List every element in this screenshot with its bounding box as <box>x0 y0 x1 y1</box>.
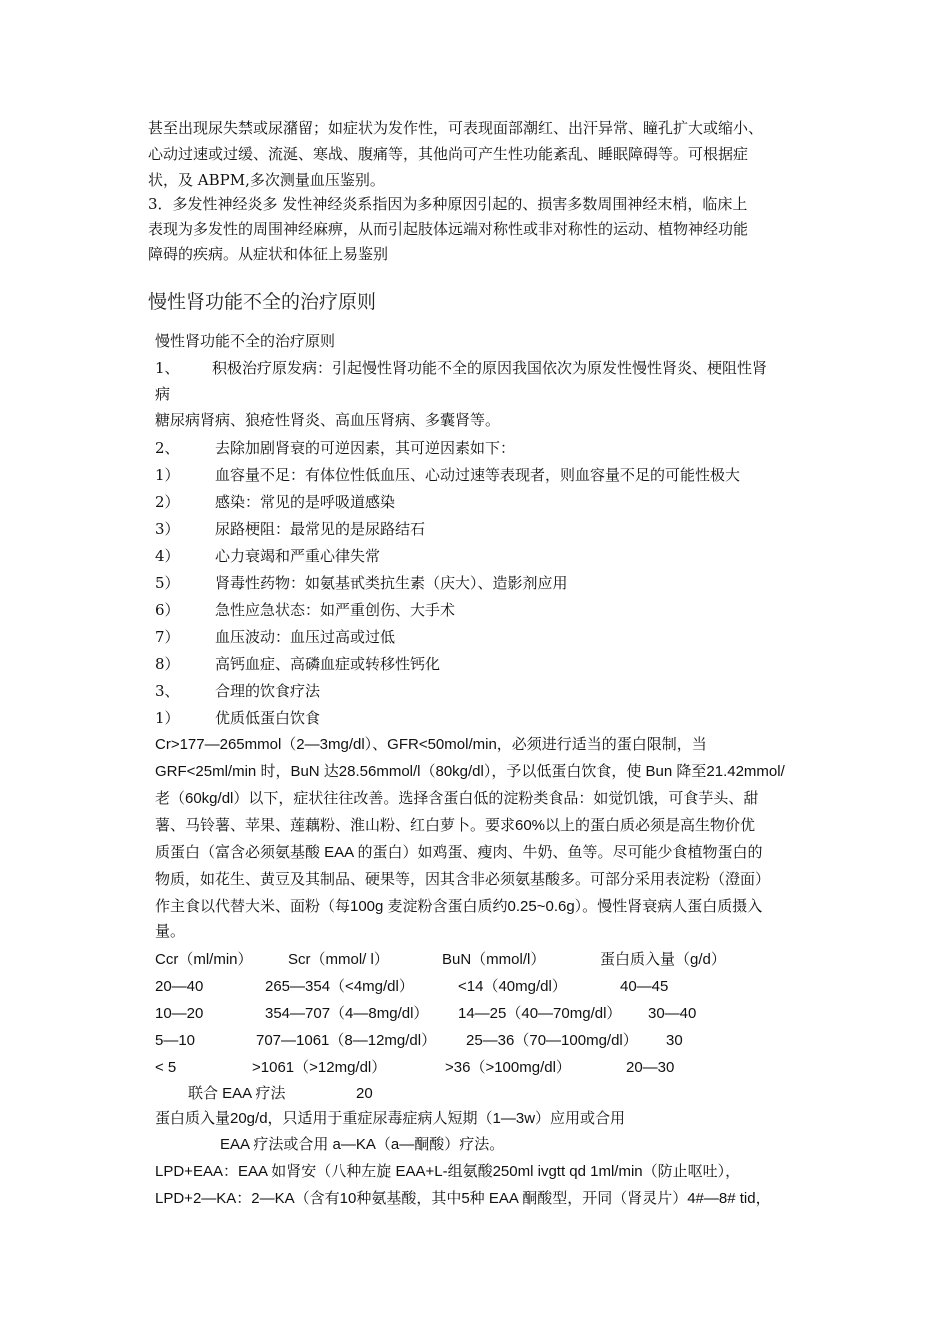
item-number: 2） <box>155 493 180 511</box>
body-line: 蛋白质入量20g/d，只适用于重症尿毒症病人短期（1—3w）应用或合用 <box>155 1110 626 1127</box>
body-line: LPD+EAA：EAA 如肾安（八种左旋 EAA+L-组氨酸250ml ivgtt qd 1ml/min（防止呕吐）， <box>155 1163 741 1180</box>
body-line: 质蛋白（富含必须氨基酸 EAA 的蛋白）如鸡蛋、瘦肉、牛奶、鱼等。尽可能少食植物蛋白的 <box>155 844 763 861</box>
table-cell: 5—10 <box>155 1032 196 1049</box>
table-cell: 30 <box>666 1032 683 1049</box>
table-header-cell: 蛋白质入量（g/d） <box>600 951 726 968</box>
item-number: 8） <box>155 655 180 673</box>
item-text: 血压波动：血压过高或过低 <box>215 628 396 646</box>
item-text: 尿路梗阻：最常见的是尿路结石 <box>215 520 426 538</box>
item-text: 感染：常见的是呼吸道感染 <box>215 493 396 511</box>
item-text: 心力衰竭和严重心律失常 <box>215 547 381 565</box>
table-extra-value: 20 <box>356 1085 373 1102</box>
table-cell: 20—30 <box>626 1059 675 1076</box>
table-extra-label: 联合 EAA 疗法 <box>188 1085 286 1102</box>
body-line: Cr>177—265mmol（2—3mg/dl）、GFR<50mol/min，必须进行适当的蛋白限制，当 <box>155 736 707 753</box>
body-line: LPD+2—KA：2—KA（含有10种氨基酸，其中5种 EAA 酮酸型，开同（肾灵片）4#—8# tid， <box>155 1190 771 1207</box>
section-heading: 慢性肾功能不全的治疗原则 <box>148 291 377 313</box>
table-header-cell: Ccr（ml/min） <box>155 951 253 968</box>
item-number: 3） <box>155 520 180 538</box>
item-text: 肾毒性药物：如氨基甙类抗生素（庆大）、造影剂应用 <box>215 574 568 592</box>
table-cell: >1061（>12mg/dl） <box>252 1059 387 1076</box>
item-text: 优质低蛋白饮食 <box>215 709 321 727</box>
table-cell: 30—40 <box>648 1005 697 1022</box>
table-cell: < 5 <box>155 1059 177 1076</box>
intro-line: 3．多发性神经炎多 发性神经炎系指因为多种原因引起的、损害多数周围神经末梢，临床上 <box>148 195 748 213</box>
table-cell: 265—354（<4mg/dl） <box>265 978 414 995</box>
item-number: 4） <box>155 547 180 565</box>
item-number: 7） <box>155 628 180 646</box>
item-text: 血容量不足：有体位性低血压、心动过速等表现者，则血容量不足的可能性极大 <box>215 466 741 484</box>
table-cell: 20—40 <box>155 978 204 995</box>
table-header-cell: BuN（mmol/l） <box>442 951 546 968</box>
item-number: 2、 <box>155 439 180 457</box>
intro-line: 心动过速或过缓、流涎、寒战、腹痛等，其他尚可产生性功能紊乱、睡眠障碍等。可根据症 <box>148 145 749 163</box>
table-cell: >36（>100mg/dl） <box>445 1059 571 1076</box>
table-cell: 40—45 <box>620 978 669 995</box>
intro-line: 甚至出现尿失禁或尿潴留；如症状为发作性，可表现面部潮红、出汗异常、瞳孔扩大或缩小、 <box>148 119 764 137</box>
item-text: 去除加剧肾衰的可逆因素，其可逆因素如下： <box>215 439 516 457</box>
item-number: 1、 <box>155 359 180 377</box>
body-line: 量。 <box>155 923 186 940</box>
item-number: 3、 <box>155 682 180 700</box>
table-cell: 14—25（40—70mg/dl） <box>458 1005 622 1022</box>
list-item: 糖尿病肾病、狼疮性肾炎、高血压肾病、多囊肾等。 <box>155 411 501 429</box>
table-cell: 354—707（4—8mg/dl） <box>265 1005 429 1022</box>
body-line: 薯、马铃薯、苹果、莲藕粉、淮山粉、红白萝卜。要求60%以上的蛋白质必须是高生物价优 <box>155 817 756 834</box>
table-cell: 707—1061（8—12mg/dl） <box>256 1032 437 1049</box>
table-header-cell: Scr（mmol/ l） <box>288 951 389 968</box>
intro-line: 障碍的疾病。从症状和体征上易鉴别 <box>148 245 389 263</box>
body-line: 物质，如花生、黄豆及其制品、硬果等，因其含非必须氨基酸多。可部分采用表淀粉（澄面） <box>155 871 771 888</box>
list-item: 病 <box>155 385 171 403</box>
table-cell: <14（40mg/dl） <box>458 978 567 995</box>
item-text: 急性应急状态：如严重创伤、大手术 <box>215 601 456 619</box>
item-number: 1） <box>155 709 180 727</box>
body-line: EAA 疗法或合用 a—KA（a—酮酸）疗法。 <box>220 1136 505 1153</box>
item-number: 6） <box>155 601 180 619</box>
item-text: 高钙血症、高磷血症或转移性钙化 <box>215 655 441 673</box>
table-cell: 25—36（70—100mg/dl） <box>466 1032 638 1049</box>
intro-line: 状，及 ABPM,多次测量血压鉴别。 <box>148 171 385 189</box>
item-text: 积极治疗原发病：引起慢性肾功能不全的原因我国依次为原发性慢性肾炎、梗阻性肾 <box>212 359 768 377</box>
item-text: 合理的饮食疗法 <box>215 682 321 700</box>
sub-heading: 慢性肾功能不全的治疗原则 <box>155 332 336 350</box>
body-line: 老（60kg/dl）以下，症状往往改善。选择含蛋白低的淀粉类食品：如觉饥饿，可食芋头、甜 <box>155 790 759 807</box>
intro-line: 表现为多发性的周围神经麻痹，从而引起肢体远端对称性或非对称性的运动、植物神经功能 <box>148 220 749 238</box>
item-number: 5） <box>155 574 180 592</box>
body-line: 作主食以代替大米、面粉（每100g 麦淀粉含蛋白质约0.25~0.6g）。慢性肾衰病人蛋白质摄入 <box>155 898 763 915</box>
body-line: GRF<25ml/min 时，BuN 达28.56mmol/l（80kg/dl），予以低蛋白饮食，使 Bun 降至21.42mmol/ <box>155 763 785 780</box>
item-number: 1） <box>155 466 180 484</box>
table-cell: 10—20 <box>155 1005 204 1022</box>
